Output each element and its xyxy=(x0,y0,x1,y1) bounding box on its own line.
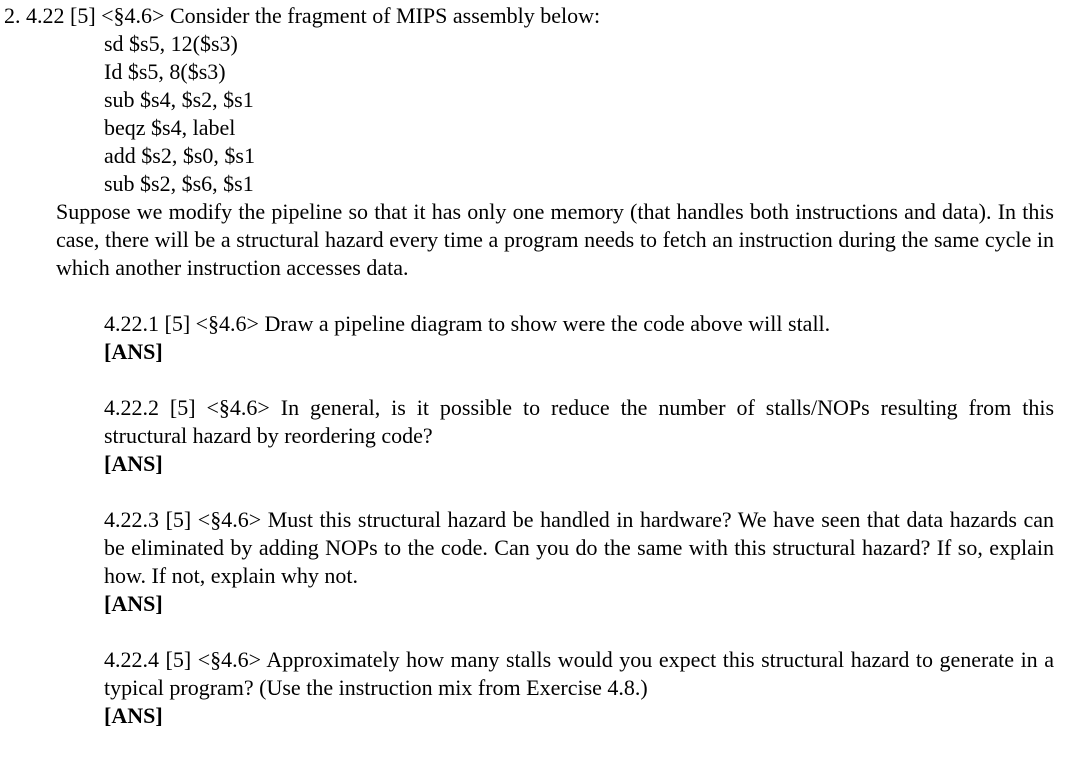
answer-label: [ANS] xyxy=(104,591,163,616)
answer-label: [ANS] xyxy=(104,703,163,728)
subquestion-4-22-4 xyxy=(104,646,1054,730)
code-line: Id $s5, 8($s3) xyxy=(104,59,226,84)
subquestion-text: 4.22.1 [5] <§4.6> Draw a pipeline diagram to show were the code above will stall. xyxy=(104,311,831,336)
code-line: add $s2, $s0, $s1 xyxy=(104,143,255,168)
answer-label: [ANS] xyxy=(104,339,163,364)
subquestion-4-22-2 xyxy=(104,394,1054,478)
code-line: beqz $s4, label xyxy=(104,115,236,140)
subquestion-4-22-3 xyxy=(104,506,1054,618)
code-line: sub $s2, $s6, $s1 xyxy=(104,171,254,196)
intro-paragraph: Suppose we modify the pipeline so that it has only one memory (that handles both instructions and data). In this case, there will be a structural hazard every time a program needs to fetch an instruction during the same cycle in which another instruction accesses data. xyxy=(56,199,1054,280)
subquestion-text: 4.22.2 [5] <§4.6> In general, is it possible to reduce the number of stalls/NOPs resulting from this structural hazard by reordering code? xyxy=(104,395,1054,448)
assembly-code-block xyxy=(104,30,255,198)
subquestion-text: 4.22.4 [5] <§4.6> Approximately how many stalls would you expect this structural hazard to generate in a typical program? (Use the instruction mix from Exercise 4.8.) xyxy=(104,647,1054,700)
code-line: sd $s5, 12($s3) xyxy=(104,31,238,56)
subquestion-text: 4.22.3 [5] <§4.6> Must this structural hazard be handled in hardware? We have seen that data hazards can be eliminated by adding NOPs to the code. Can you do the same with this structural hazard? If so, explain how. If not, explain why not. xyxy=(104,507,1054,588)
exercise-heading: 2. 4.22 [5] <§4.6> Consider the fragment of MIPS assembly below: xyxy=(4,3,601,28)
answer-label: [ANS] xyxy=(104,451,163,476)
subquestion-4-22-1 xyxy=(104,310,1054,366)
code-line: sub $s4, $s2, $s1 xyxy=(104,87,254,112)
